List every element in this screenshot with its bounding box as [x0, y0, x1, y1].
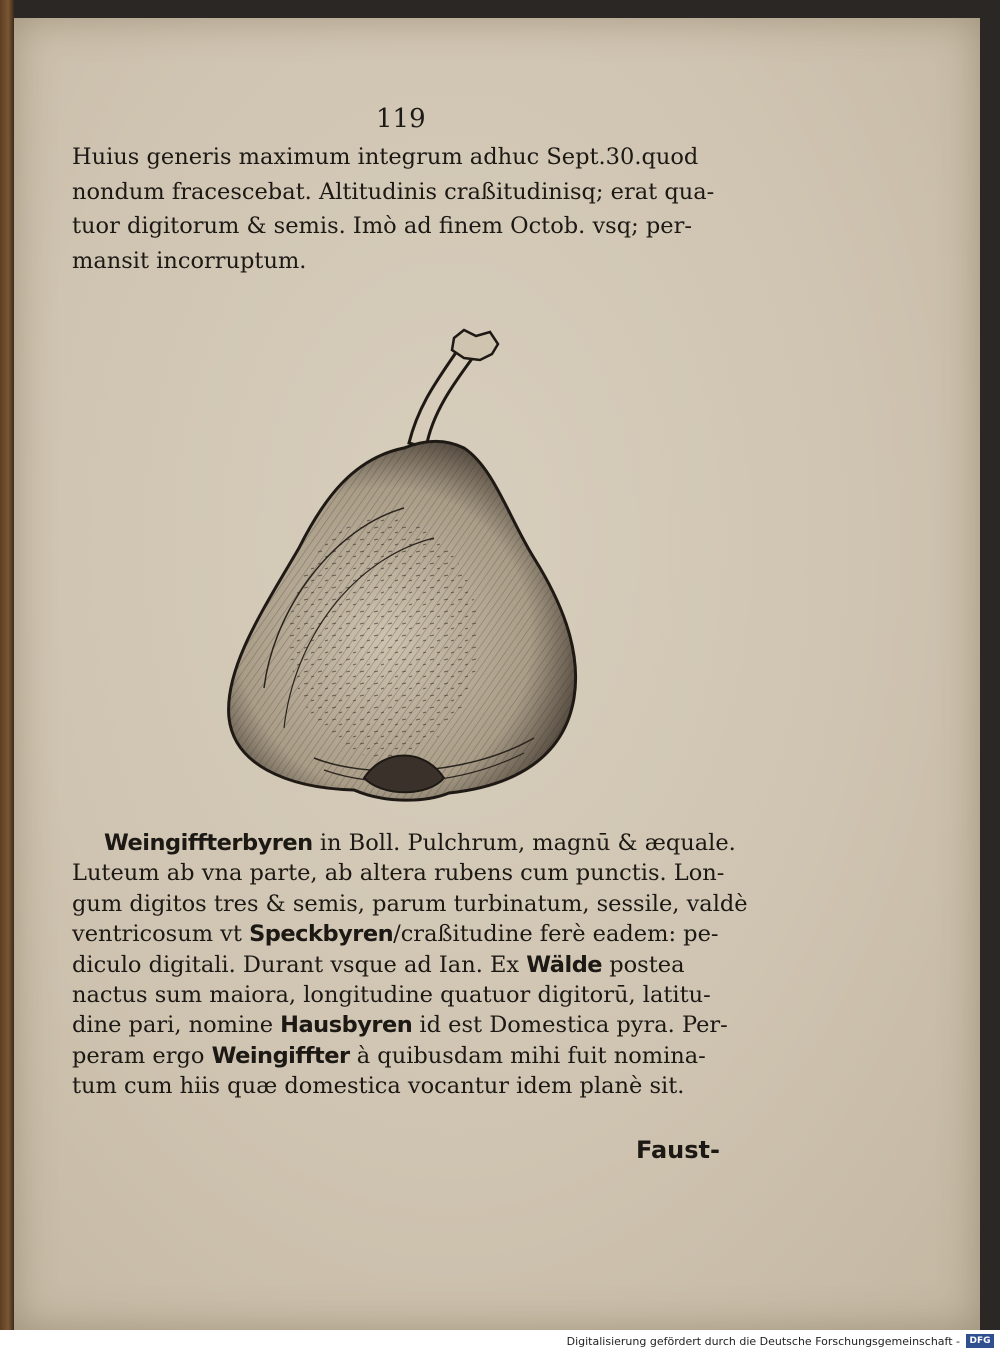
page-number: 119	[376, 104, 426, 134]
description-paragraph	[72, 828, 748, 1102]
intro-line: mansit incorruptum.	[72, 247, 307, 274]
text-line: Weingiffterbyren in Boll. Pulchrum, magnū & æquale.	[104, 830, 736, 856]
text-line: Luteum ab vna parte, ab altera rubens cum punctis. Lon-	[72, 860, 725, 887]
intro-line: Huius generis maximum integrum adhuc Sept.30.quod	[72, 144, 699, 170]
text-line: gum digitos tres & semis, parum turbinatum, sessile, valdè	[72, 890, 748, 917]
text-line: nactus sum maiora, longitudine quatuor digitorū, latitu-	[72, 982, 711, 1009]
text-line: tum cum hiis quæ domestica vocantur idem planè sit.	[72, 1073, 685, 1100]
pear-stem	[409, 348, 474, 448]
book-spine	[0, 0, 14, 1330]
intro-line: nondum fracescebat. Altitudinis craßitudinisq; erat qua-	[72, 178, 715, 205]
book-page	[14, 18, 980, 1330]
intro-line: tuor digitorum & semis. Imò ad finem Octob. vsq; per-	[72, 213, 692, 239]
digitization-footer	[0, 1330, 1000, 1353]
dfg-logo: DFG	[966, 1334, 994, 1348]
catchword: Faust-	[636, 1136, 720, 1164]
text-line: diculo digitali. Durant vsque ad Ian. Ex Wälde postea	[72, 951, 685, 978]
footer-credit: Digitalisierung gefördert durch die Deutsche Forschungsgemeinschaft -	[566, 1335, 960, 1348]
intro-paragraph	[72, 140, 732, 278]
text-line: ventricosum vt Speckbyren/craßitudine ferè eadem: pe-	[72, 921, 719, 948]
text-line: dine pari, nomine Hausbyren id est Domestica pyra. Per-	[72, 1012, 728, 1039]
pear-woodcut-icon	[204, 308, 624, 808]
text-line: peram ergo Weingiffter à quibusdam mihi fuit nomina-	[72, 1042, 706, 1069]
